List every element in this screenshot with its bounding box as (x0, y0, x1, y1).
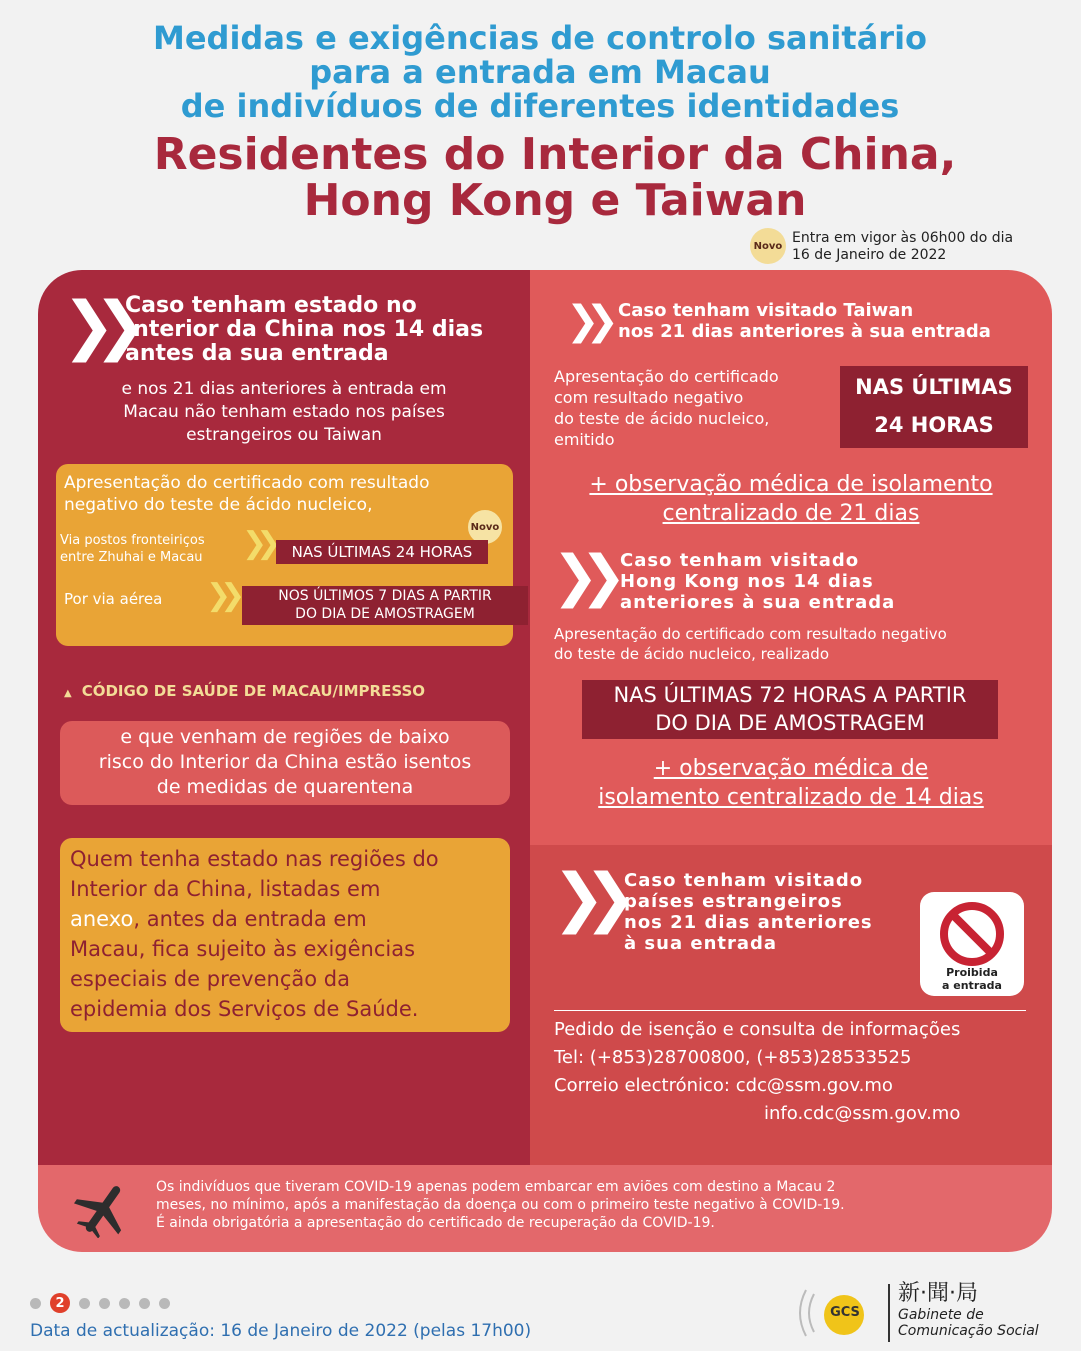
hongkong-badge (582, 680, 998, 739)
air-label: Por via aérea (64, 590, 163, 608)
mainland-certificate-box (56, 464, 513, 646)
hongkong-badge-line-1: NAS ÚLTIMAS 72 HORAS A PARTIR (613, 683, 967, 707)
exemption-box (60, 721, 510, 805)
exempt-line-1: e que venham de regiões de baixo (120, 726, 450, 748)
health-code (64, 682, 425, 700)
airplane-icon (74, 1180, 132, 1238)
hongkong-heading (620, 550, 895, 613)
foreign-heading-line-3: nos 21 dias anteriores (624, 912, 873, 933)
page-dot[interactable] (119, 1298, 130, 1309)
special-line-1: Quem tenha estado nas regiões do (70, 847, 439, 871)
chevron-right-icon: ❯❯ (242, 526, 271, 561)
gcs-letters: GCS (830, 1305, 860, 1320)
taiwan-heading (618, 300, 991, 342)
hongkong-heading-line-3: anteriores à sua entrada (620, 592, 896, 613)
mainland-heading (125, 294, 483, 366)
taiwan-heading-line-2: nos 21 dias anteriores à sua entrada (618, 321, 991, 342)
update-date: Data de actualização: 16 de Janeiro de 2022 (pelas 17h00) (30, 1321, 532, 1341)
covid-note (156, 1178, 845, 1232)
novo-badge-zhuhai: Novo (466, 508, 504, 546)
title-line-1: Medidas e exigências de controlo sanitário (152, 19, 928, 57)
hongkong-observation (530, 754, 1052, 812)
chevron-right-icon: ❯❯ (566, 298, 606, 344)
page-dot[interactable] (139, 1298, 150, 1309)
health-code-label: CÓDIGO DE SAÚDE DE MACAU/IMPRESSO (81, 682, 426, 700)
effective-line-1: Entra em vigor às 06h00 do dia (792, 230, 1014, 246)
mainland-heading-line-1: Caso tenham estado no (125, 293, 417, 318)
taiwan-badge-line-2: 24 HORAS (874, 413, 994, 437)
taiwan-cert-line-1: Apresentação do certificado (554, 367, 779, 386)
taiwan-observation (530, 470, 1052, 528)
mainland-cert-text (64, 472, 430, 516)
air-value-line-1: NOS ÚLTIMOS 7 DIAS A PARTIR (278, 588, 492, 604)
contact-line-4[interactable]: info.cdc@ssm.gov.mo (764, 1103, 961, 1124)
logo-divider (888, 1284, 890, 1342)
mainland-condition (38, 378, 530, 447)
taiwan-cert-line-4: emitido (554, 430, 615, 449)
page-dot[interactable] (159, 1298, 170, 1309)
contact-line-3[interactable]: Correio electrónico: cdc@ssm.gov.mo (554, 1075, 893, 1096)
novo-badge: Novo (750, 228, 786, 264)
contact-line-2: Tel: (+853)28700800, (+853)28533525 (554, 1047, 912, 1068)
air-value (242, 586, 528, 625)
special-line-6: epidemia dos Serviços de Saúde. (70, 997, 419, 1021)
triangle-up-icon: ▲ (64, 688, 72, 699)
prohibited-label (920, 966, 1024, 992)
condition-line-1: e nos 21 dias anteriores à entrada em (121, 379, 447, 399)
mainland-heading-line-3: antes da sua entrada (125, 341, 389, 366)
zhuhai-line-2: entre Zhuhai e Macau (60, 550, 203, 565)
gcs-name-line-1: Gabinete de (898, 1307, 984, 1323)
taiwan-cert-line-3: do teste de ácido nucleico, (554, 409, 770, 428)
chevron-right-icon: ❯❯ (552, 544, 608, 609)
gcs-name-line-2: Comunicação Social (898, 1323, 1039, 1339)
taiwan-heading-line-1: Caso tenham visitado Taiwan (618, 300, 914, 321)
no-entry-icon (938, 900, 1006, 968)
title-line-3: de indivíduos de diferentes identidades (180, 87, 900, 125)
effective-line-2: 16 de Janeiro de 2022 (792, 247, 947, 263)
taiwan-cert (554, 366, 779, 450)
cert-line-2: negativo do teste de ácido nucleico, (64, 495, 373, 515)
zhuhai-line-1: Via postos fronteiriços (60, 533, 205, 548)
condition-line-3: estrangeiros ou Taiwan (186, 425, 382, 445)
hongkong-cert-line-1: Apresentação do certificado com resultado negativo (554, 625, 947, 643)
special-line-4: Macau, fica sujeito às exigências (70, 937, 416, 961)
prohibited-line-2: a entrada (942, 979, 1002, 992)
condition-line-2: Macau não tenham estado nos países (123, 402, 445, 422)
foreign-heading-line-1: Caso tenham visitado (624, 870, 864, 891)
main-panel (38, 270, 1052, 1252)
prohibited-line-1: Proibida (946, 966, 998, 979)
page-dot[interactable] (99, 1298, 110, 1309)
special-requirements-box (60, 838, 510, 1032)
air-value-line-2: DO DIA DE AMOSTRAGEM (295, 606, 475, 622)
page-indicator (30, 1293, 179, 1313)
foreign-heading-line-2: países estrangeiros (624, 891, 843, 912)
covid-note-line-1: Os indivíduos que tiveram COVID-19 apenas podem embarcar em aviões com destino a Macau 2 (156, 1179, 836, 1195)
special-line-3-rest: , antes da entrada em (133, 907, 367, 931)
exemption-text (60, 725, 510, 800)
zhuhai-value: NAS ÚLTIMAS 24 HORAS (276, 540, 488, 564)
hongkong-heading-line-2: Hong Kong nos 14 dias (620, 571, 874, 592)
special-line-2: Interior da China, listadas em (70, 877, 381, 901)
page-dot-active[interactable]: 2 (50, 1293, 70, 1313)
gcs-name (898, 1281, 1039, 1339)
exempt-line-2: risco do Interior da China estão isentos (98, 751, 472, 773)
chevron-right-icon: ❯❯ (206, 578, 235, 613)
taiwan-cert-line-2: com resultado negativo (554, 388, 744, 407)
hongkong-heading-line-1: Caso tenham visitado (620, 550, 860, 571)
hongkong-badge-line-2: DO DIA DE AMOSTRAGEM (655, 711, 925, 735)
mainland-heading-line-2: Interior da China nos 14 dias (125, 317, 484, 342)
zhuhai-label (60, 532, 205, 566)
effective-date (792, 230, 1013, 264)
hongkong-cert (554, 624, 947, 664)
contact-info (554, 1016, 960, 1128)
subtitle-line-2: Hong Kong e Taiwan (303, 175, 807, 226)
special-line-5: especiais de prevenção da (70, 967, 350, 991)
contact-line-1: Pedido de isenção e consulta de informações (554, 1019, 961, 1040)
taiwan-badge-line-1: NAS ÚLTIMAS (855, 375, 1013, 399)
page-dot[interactable] (79, 1298, 90, 1309)
title-line-2: para a entrada em Macau (309, 53, 771, 91)
gcs-chinese-name: 新·聞·局 (898, 1281, 978, 1306)
special-text (70, 844, 439, 1024)
hongkong-obs-line-2: isolamento centralizado de 14 dias (598, 785, 984, 810)
anexo-link[interactable]: anexo (70, 907, 134, 931)
gcs-logo (792, 1278, 887, 1348)
chevron-right-icon: ❯❯ (552, 861, 616, 935)
page-dot[interactable] (30, 1298, 41, 1309)
subtitle-line-1: Residentes do Interior da China, (153, 129, 957, 180)
chevron-right-icon: ❯❯ (62, 289, 126, 363)
covid-note-line-2: meses, no mínimo, após a manifestação da doença ou com o primeiro teste negativo à COVID-19. (156, 1197, 845, 1213)
special-line-3 (70, 904, 439, 934)
exempt-line-3: de medidas de quarentena (156, 776, 414, 798)
hongkong-obs-line-1: + observação médica de (653, 756, 929, 781)
taiwan-badge (840, 366, 1028, 448)
prohibited-entry-sign (920, 892, 1024, 996)
hongkong-cert-line-2: do teste de ácido nucleico, realizado (554, 645, 830, 663)
cert-line-1: Apresentação do certificado com resultado (64, 473, 430, 493)
covid-note-line-3: É ainda obrigatória a apresentação do certificado de recuperação da COVID-19. (156, 1215, 715, 1231)
foreign-heading-line-4: à sua entrada (624, 933, 778, 954)
foreign-heading (624, 870, 873, 954)
divider (554, 1010, 1026, 1011)
taiwan-obs-line-1: + observação médica de isolamento (589, 472, 993, 497)
taiwan-obs-line-2: centralizado de 21 dias (662, 501, 920, 526)
